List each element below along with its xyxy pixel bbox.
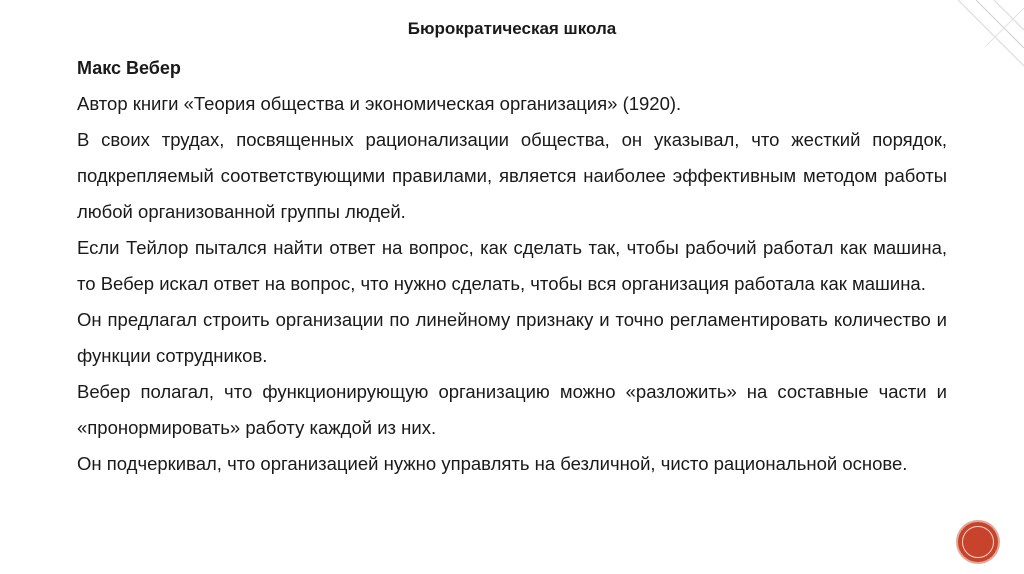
paragraph: Автор книги «Теория общества и экономическая организация» (1920). — [77, 93, 682, 114]
corner-decoration — [950, 0, 1024, 100]
paragraph: Он подчеркивал, что организацией нужно управлять на безличной, чисто рациональной основе. — [77, 453, 908, 474]
slide-subtitle: Макс Вебер — [77, 58, 181, 78]
slide-content — [77, 50, 947, 482]
paragraph: Если Тейлор пытался найти ответ на вопрос, как сделать так, чтобы рабочий работал как машина, то Вебер искал ответ на вопрос, что нужно сделать, чтобы вся организация работала как машина. — [77, 237, 947, 294]
next-slide-button[interactable] — [958, 522, 998, 562]
slide-title: Бюрократическая школа — [407, 19, 617, 38]
paragraph: Он предлагал строить организации по линейному признаку и точно регламентировать количество и функции сотрудников. — [77, 309, 947, 366]
paragraph: В своих трудах, посвященных рационализации общества, он указывал, что жесткий порядок, подкрепляемый соответствующими правилами, является наиболее эффективным методом работы любой организованной группы людей. — [77, 129, 947, 222]
paragraph: Вебер полагал, что функционирующую организацию можно «разложить» на составные части и «пронормировать» работу каждой из них. — [77, 381, 947, 438]
